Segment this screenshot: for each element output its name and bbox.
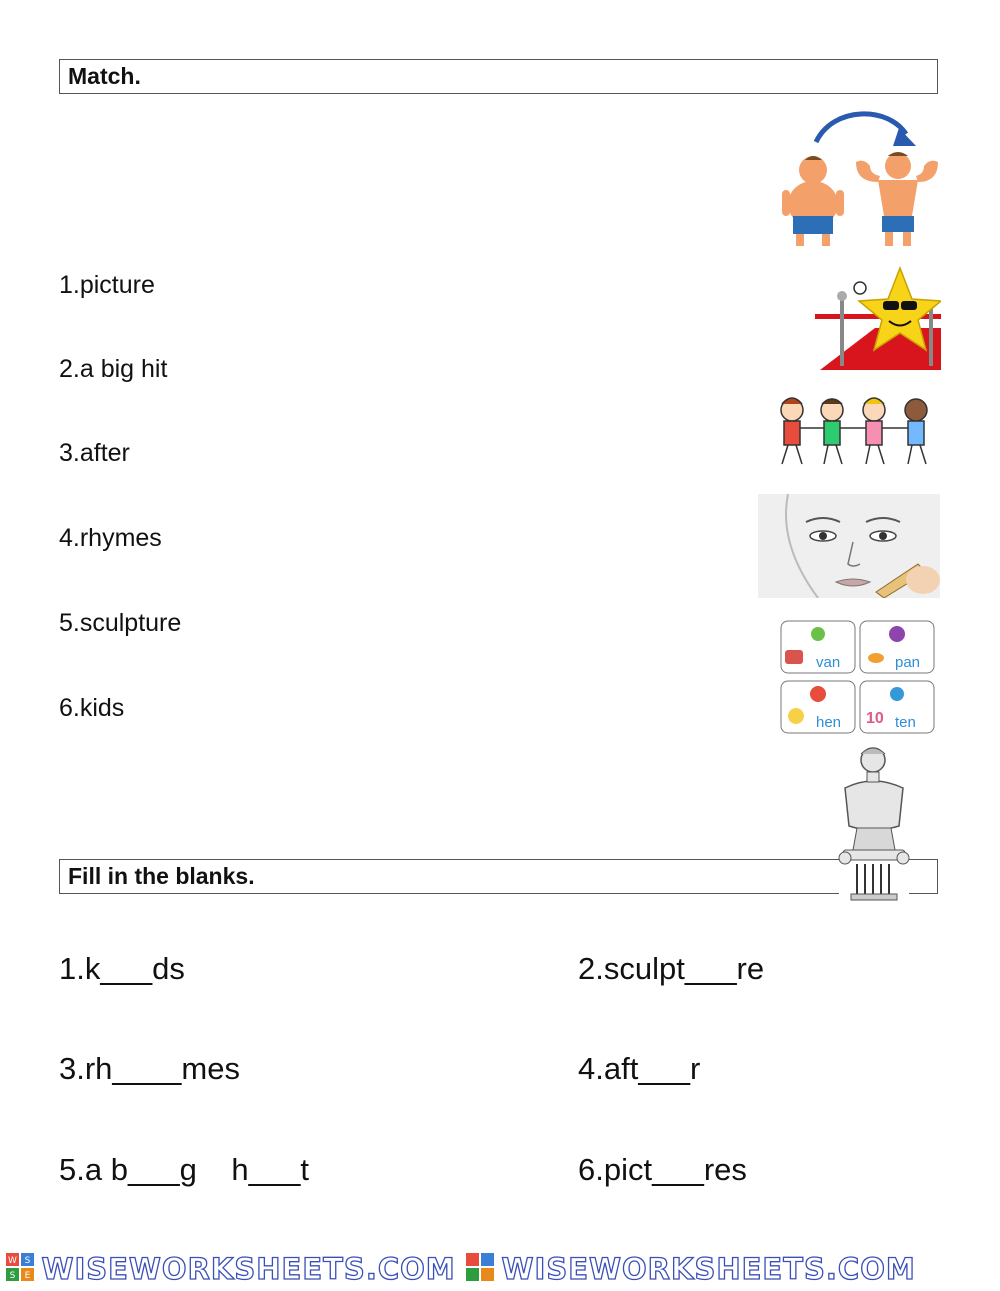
fill-title: Fill in the blanks. [68, 863, 255, 889]
fill-item[interactable]: 3.rh____mes [59, 1051, 240, 1086]
svg-text:W: W [8, 1255, 17, 1266]
svg-text:S: S [9, 1270, 16, 1281]
watermark-text: WISEWORKSHEETS.COM [501, 1252, 916, 1286]
fill-item[interactable]: 6.pict___res [578, 1152, 747, 1187]
fill-blanks-section-header [59, 859, 938, 894]
match-item[interactable]: 6.kids [59, 694, 125, 722]
kids-picture[interactable] [770, 390, 940, 470]
match-section-header [59, 59, 938, 94]
star-red-carpet-picture[interactable] [815, 266, 941, 372]
rhyme-word-pan: pan [895, 654, 921, 671]
sculpture-picture[interactable] [833, 744, 915, 904]
rhyme-cards-picture[interactable] [780, 620, 936, 736]
match-item[interactable]: 5.sculpture [59, 609, 182, 637]
match-title: Match. [68, 63, 141, 89]
fill-item[interactable]: 1.k___ds [59, 951, 185, 986]
match-item[interactable]: 4.rhymes [59, 524, 162, 552]
watermark-text: WISEWORKSHEETS.COM [41, 1252, 456, 1286]
svg-text:E: E [24, 1270, 31, 1281]
svg-text:S: S [24, 1255, 31, 1266]
wiseworksheets-logo-icon [6, 1253, 34, 1286]
face-drawing-picture[interactable] [758, 494, 940, 598]
footer-watermark [0, 1252, 1000, 1288]
rhyme-word-van: van [816, 654, 841, 671]
match-item[interactable]: 2.a big hit [59, 355, 168, 383]
fill-item[interactable]: 2.sculpt___re [578, 951, 765, 986]
rhyme-word-ten: ten [895, 714, 916, 731]
fill-item[interactable]: 4.aft___r [578, 1051, 701, 1086]
rhyme-number-ten: 10 [866, 710, 884, 727]
match-item[interactable]: 1.picture [59, 271, 155, 299]
fill-item[interactable]: 5.a b___g h___t [59, 1152, 309, 1187]
wiseworksheets-logo-icon [466, 1253, 494, 1286]
rhyme-word-hen: hen [816, 714, 842, 731]
match-item[interactable]: 3.after [59, 439, 130, 467]
muscle-transformation-picture[interactable] [778, 104, 940, 252]
